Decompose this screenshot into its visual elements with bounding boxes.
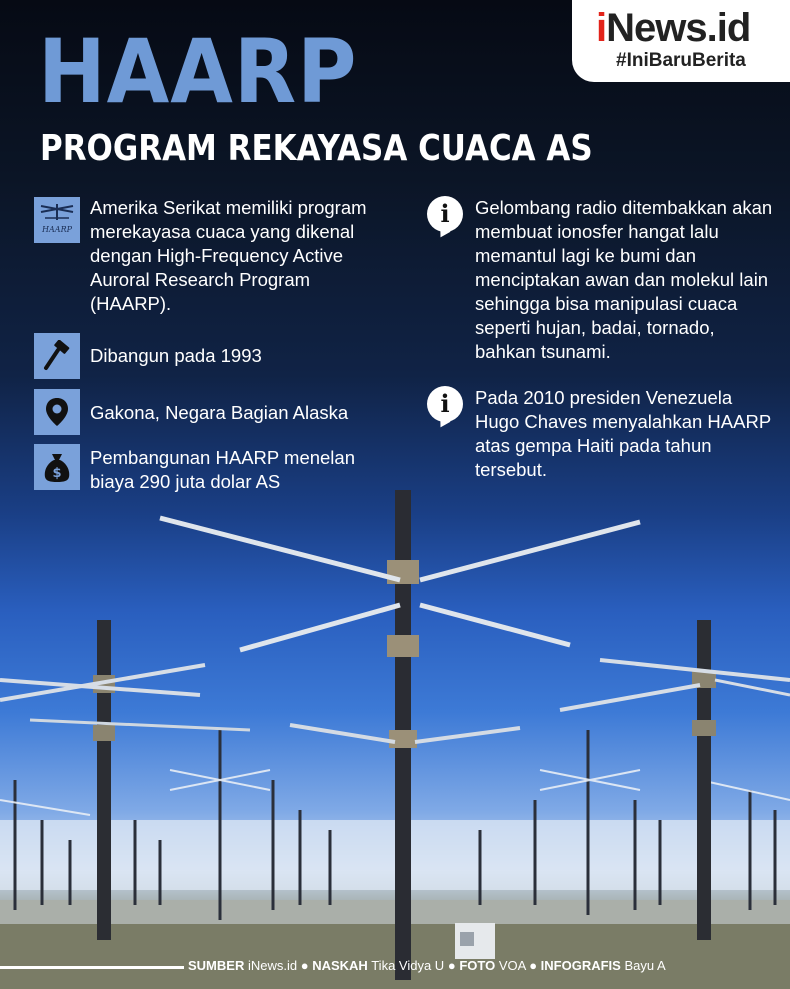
hammer-icon (34, 333, 80, 379)
brand-logo[interactable]: iNews.id (596, 6, 751, 50)
svg-text:$: $ (52, 466, 62, 481)
footer-rule (0, 966, 184, 969)
page-title: HAARP (38, 20, 358, 123)
fact-cost: Pembangunan HAARP menelan biaya 290 juta dolar AS (90, 447, 355, 492)
credits-footer (0, 956, 790, 978)
brand-tagline: #IniBaruBerita (616, 50, 746, 71)
haarp-logo-icon (34, 197, 80, 243)
antenna-field-photo (0, 480, 790, 989)
info-radio-waves: Gelombang radio ditembakkan akan membuat ionosfer hangat lalu memantul lagi ke bumi dan menciptakan awan dan molekul lain sehingga bisa manipulasi cuaca seperti hujan, badai, tornado, bahkan tsunami. (475, 197, 773, 362)
fact-program: Amerika Serikat memiliki program merekayasa cuaca yang dikenal dengan High-Frequency Active Auroral Research Program (HAARP). (90, 197, 367, 314)
page-subtitle: PROGRAM REKAYASA CUACA AS (40, 128, 593, 169)
fact-location: Gakona, Negara Bagian Alaska (90, 402, 349, 423)
haarp-logo-text: HAARP (42, 225, 72, 234)
info-chavez-claim: Pada 2010 presiden Venezuela Hugo Chaves menyalahkan HAARP atas gempa Haiti pada tahun tersebut. (475, 387, 771, 480)
fact-built-year: Dibangun pada 1993 (90, 345, 262, 366)
location-pin-icon (34, 389, 80, 435)
credits-line: SUMBER iNews.id ● NASKAH Tika Vidya U ● FOTO VOA ● INFOGRAFIS Bayu A (188, 958, 666, 973)
info-icon: i (427, 386, 463, 422)
info-icon: i (427, 196, 463, 232)
